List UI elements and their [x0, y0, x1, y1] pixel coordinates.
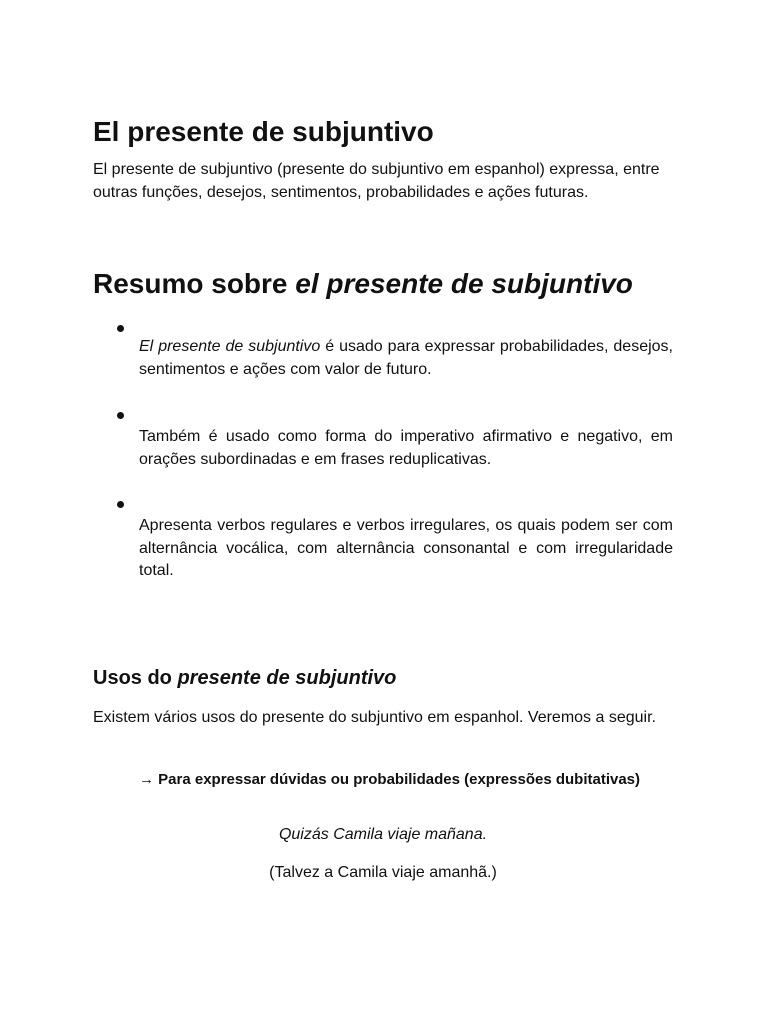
list-item-body: é usado para expressar probabilidades, desejos, sentimentos e ações com valor de futuro. — [139, 338, 673, 378]
intro-paragraph: El presente de subjuntivo (presente do subjuntivo em espanhol) expressa, entre outras funções, desejos, sentimentos, probabilidades e ações futuras. — [93, 161, 660, 201]
usos-heading — [93, 665, 673, 691]
list-item-body: Apresenta verbos regulares e verbos irregulares, os quais podem ser com alternância vocálica, com alternância consonantal e com irregularidade total. — [139, 517, 673, 579]
list-item-text — [139, 426, 673, 471]
example-portuguese: (Talvez a Camila viaje amanhã.) — [269, 864, 497, 881]
bullet-icon — [117, 501, 124, 508]
usos-subheading: → Para expressar dúvidas ou probabilidades (expressões dubitativas) — [139, 771, 641, 788]
example-spanish: Quizás Camila viaje mañana. — [278, 826, 488, 843]
list-item-body: Também é usado como forma do imperativo afirmativo e negativo, em orações subordinadas e em frases reduplicativas. — [139, 428, 673, 468]
bullet-icon — [117, 325, 124, 332]
list-item-text — [139, 515, 673, 583]
resumo-heading-emphasis: el presente de subjuntivo — [295, 268, 633, 299]
bullet-icon — [117, 412, 124, 419]
page-title: El presente de subjuntivo — [93, 116, 434, 147]
usos-heading-emphasis: presente de subjuntivo — [177, 667, 397, 689]
list-item-text — [139, 336, 673, 381]
list-item-emphasis: El presente de subjuntivo — [139, 338, 321, 355]
usos-heading-prefix: Usos do — [93, 667, 178, 689]
resumo-heading — [93, 268, 673, 300]
usos-paragraph: Existem vários usos do presente do subjuntivo em espanhol. Veremos a seguir. — [93, 709, 656, 726]
resumo-heading-prefix: Resumo sobre — [93, 268, 296, 299]
